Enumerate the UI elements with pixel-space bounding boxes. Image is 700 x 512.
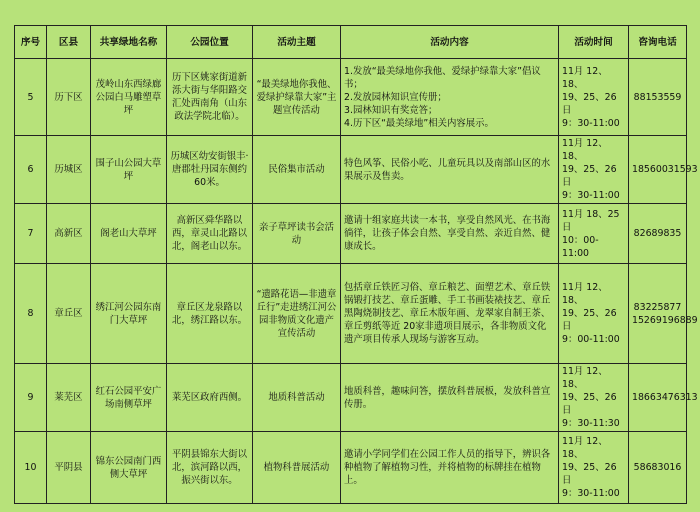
time-line: 9：30-11:00 — [562, 190, 620, 201]
row-district: 高新区 — [47, 204, 91, 264]
green-space-activity-table — [14, 25, 698, 504]
time-line: 19、25、26日 — [562, 308, 617, 332]
phone-line: 18560031593 — [632, 164, 698, 175]
row-location: 平阴县锦东大街以北，滨河路以西，振兴街以东。 — [167, 432, 253, 504]
content-line: 邀请十组家庭共读一本书，享受自然风光、在书海徜徉，让孩子体会自然、享受自然、亲近自然、健康成长。 — [344, 215, 551, 252]
content-line: 特色风筝、民俗小吃、儿童玩具以及南部山区的水果展示及售卖。 — [344, 157, 551, 182]
row-district: 历城区 — [47, 136, 91, 204]
time-line: 19、25、26日 — [562, 164, 617, 188]
row-theme: 民俗集市活动 — [253, 136, 341, 204]
phone-line: 58683016 — [633, 462, 682, 473]
content-line: 2.发放园林知识宣传册； — [344, 91, 447, 103]
table-row — [15, 136, 687, 204]
row-time — [559, 204, 629, 264]
header-theme: 活动主题 — [253, 26, 341, 59]
time-line: 19、25、26日 — [562, 392, 617, 416]
row-name: 围子山公园大草坪 — [91, 136, 167, 204]
time-line: 11月 18、25 — [562, 208, 620, 220]
row-content — [341, 264, 559, 364]
row-district: 平阴县 — [47, 432, 91, 504]
header-phone: 咨询电话 — [629, 26, 687, 59]
row-content — [341, 204, 559, 264]
row-location: 历城区幼安街银丰·唐郡牡丹园东侧约 60米。 — [167, 136, 253, 204]
row-district: 章丘区 — [47, 264, 91, 364]
row-no: 10 — [15, 432, 47, 504]
row-location: 莱芜区政府西侧。 — [167, 364, 253, 432]
row-location: 章丘区龙泉路以北，绣江路以东。 — [167, 264, 253, 364]
content-line: 邀请小学同学们在公园工作人员的指导下，辨识各种植物了解植物习性，并将植物的标牌挂在植物上。 — [344, 449, 551, 486]
row-no: 9 — [15, 364, 47, 432]
time-line: 11月 12、18、 — [562, 366, 608, 390]
row-content — [341, 136, 559, 204]
header-district: 区县 — [47, 26, 91, 59]
header-time: 活动时间 — [559, 26, 629, 59]
row-phone — [629, 264, 698, 364]
header-name: 共享绿地名称 — [91, 26, 167, 59]
row-district: 莱芜区 — [47, 364, 91, 432]
phone-line: 83225877 — [633, 301, 682, 313]
row-phone — [629, 204, 687, 264]
row-name: 绣江河公园东南门大草坪 — [91, 264, 167, 364]
content-line: 地质科普，趣味问答，摆放科普展板，发放科普宣传册。 — [344, 385, 551, 410]
row-phone — [629, 432, 687, 504]
row-content — [341, 59, 559, 136]
row-location: 高新区舜华路以西，章灵山北路以北，阁老山以东。 — [167, 204, 253, 264]
table-row — [15, 364, 687, 432]
phone-line: 82689835 — [633, 228, 682, 239]
row-time — [559, 59, 629, 136]
phone-line: 88153559 — [633, 91, 682, 103]
row-time — [559, 364, 629, 432]
row-theme: “遗路花语—非遗章丘行”走进绣江河公园非物质文化遗产宣传活动 — [253, 264, 341, 364]
time-line: 11月 12、18、 — [562, 65, 608, 90]
time-line: 11月 12、18、 — [562, 436, 608, 460]
header-location: 公园位置 — [167, 26, 253, 59]
row-theme: 植物科普展活动 — [253, 432, 341, 504]
row-content — [341, 432, 559, 504]
row-theme: “最美绿地你我他、爱绿护绿靠大家”主题宣传活动 — [253, 59, 341, 136]
time-line: 9：00-11:00 — [562, 334, 620, 345]
row-phone — [629, 59, 687, 136]
table-row — [15, 204, 687, 264]
header-content: 活动内容 — [341, 26, 559, 59]
time-line: 9：30-11:00 — [562, 117, 620, 129]
row-no: 8 — [15, 264, 47, 364]
row-name: 红石公园平安广场南侧草坪 — [91, 364, 167, 432]
content-line: 3.园林知识有奖竞答； — [344, 104, 438, 116]
content-line: 4.历下区“最美绿地”相关内容展示。 — [344, 117, 494, 129]
row-no: 5 — [15, 59, 47, 136]
row-district: 历下区 — [47, 59, 91, 136]
header-row — [15, 26, 687, 59]
row-theme: 地质科普活动 — [253, 364, 341, 432]
time-line: 11月 12、18、 — [562, 282, 608, 306]
table-row — [15, 264, 687, 364]
time-line: 9：30-11:30 — [562, 418, 620, 429]
content-line: 1.发放“最美绿地你我他、爱绿护绿靠大家”倡议书； — [344, 65, 541, 90]
phone-line: 15269196889 — [632, 314, 698, 326]
row-location: 历下区姚家街道新泺大街与华阳路交汇处西南角（山东政法学院北临）。 — [167, 59, 253, 136]
time-line: 日 — [562, 221, 572, 233]
row-time — [559, 432, 629, 504]
row-name: 茂岭山东西绿廊公园白马雕塑草坪 — [91, 59, 167, 136]
time-line: 10：00-11:00 — [562, 234, 599, 259]
row-no: 7 — [15, 204, 47, 264]
row-theme: 亲子草坪读书会活动 — [253, 204, 341, 264]
content-line: 包括章丘铁匠习俗、章丘粮艺、面塑艺术、章丘铁锅锻打技艺、章丘蛋雕、手工书画装裱技艺、章丘黑陶烧制技艺、章丘木版年画、龙翠家自制王茶、章丘剪纸等近 20家非遗项目展示，各非物质文化遗产项目传承人现场与游客互动。 — [344, 282, 551, 345]
table-row — [15, 59, 687, 136]
phone-line: 18663476313 — [632, 392, 698, 403]
row-phone — [629, 136, 698, 204]
header-no: 序号 — [15, 26, 47, 59]
row-no: 6 — [15, 136, 47, 204]
time-line: 11月 12、18、 — [562, 138, 608, 162]
time-line: 19、25、26日 — [562, 462, 617, 486]
table-row — [15, 432, 687, 504]
row-name: 锦东公园南门西侧大草坪 — [91, 432, 167, 504]
row-name: 阁老山大草坪 — [91, 204, 167, 264]
time-line: 9：30-11:00 — [562, 488, 620, 499]
row-content — [341, 364, 559, 432]
time-line: 19、25、26日 — [562, 91, 617, 116]
row-time — [559, 136, 629, 204]
row-phone — [629, 364, 698, 432]
row-time — [559, 264, 629, 364]
